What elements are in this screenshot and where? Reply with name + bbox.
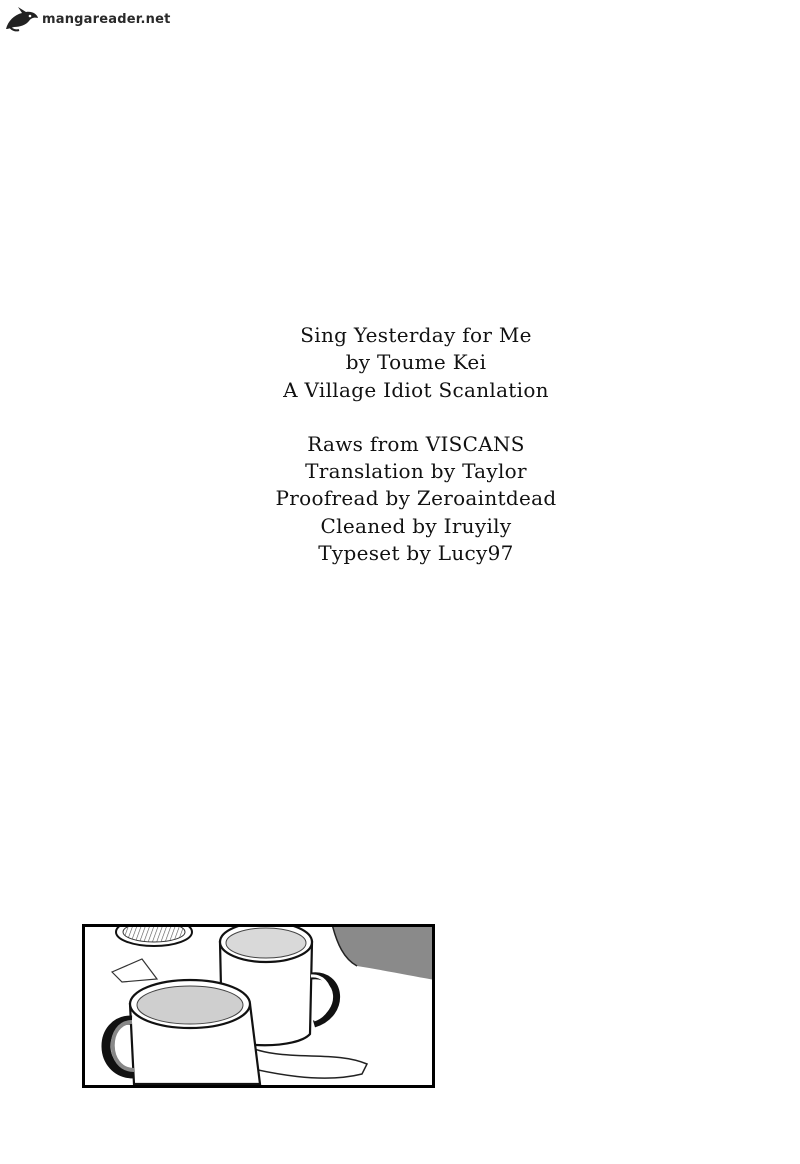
watermark-text: mangareader.net <box>42 11 171 27</box>
series-title: Sing Yesterday for Me <box>300 323 532 347</box>
credits-block <box>0 322 800 567</box>
raws-credit: Raws from VISCANS <box>307 431 525 456</box>
credits-spacer <box>0 404 800 431</box>
fox-logo-icon <box>4 5 40 33</box>
site-watermark <box>4 4 171 34</box>
typeset-credit: Typeset by Lucy97 <box>318 541 514 566</box>
manga-panel <box>82 924 435 1088</box>
two-coffee-mugs-illustration <box>82 924 435 1088</box>
cleaned-credit: Cleaned by Iruyily <box>320 513 512 538</box>
translation-credit: Translation by Taylor <box>305 459 527 484</box>
proofread-credit: Proofread by Zeroaintdead <box>275 486 557 511</box>
author-credit: by Toume Kei <box>345 350 487 375</box>
group-credit: A Village Idiot Scanlation <box>283 377 549 402</box>
